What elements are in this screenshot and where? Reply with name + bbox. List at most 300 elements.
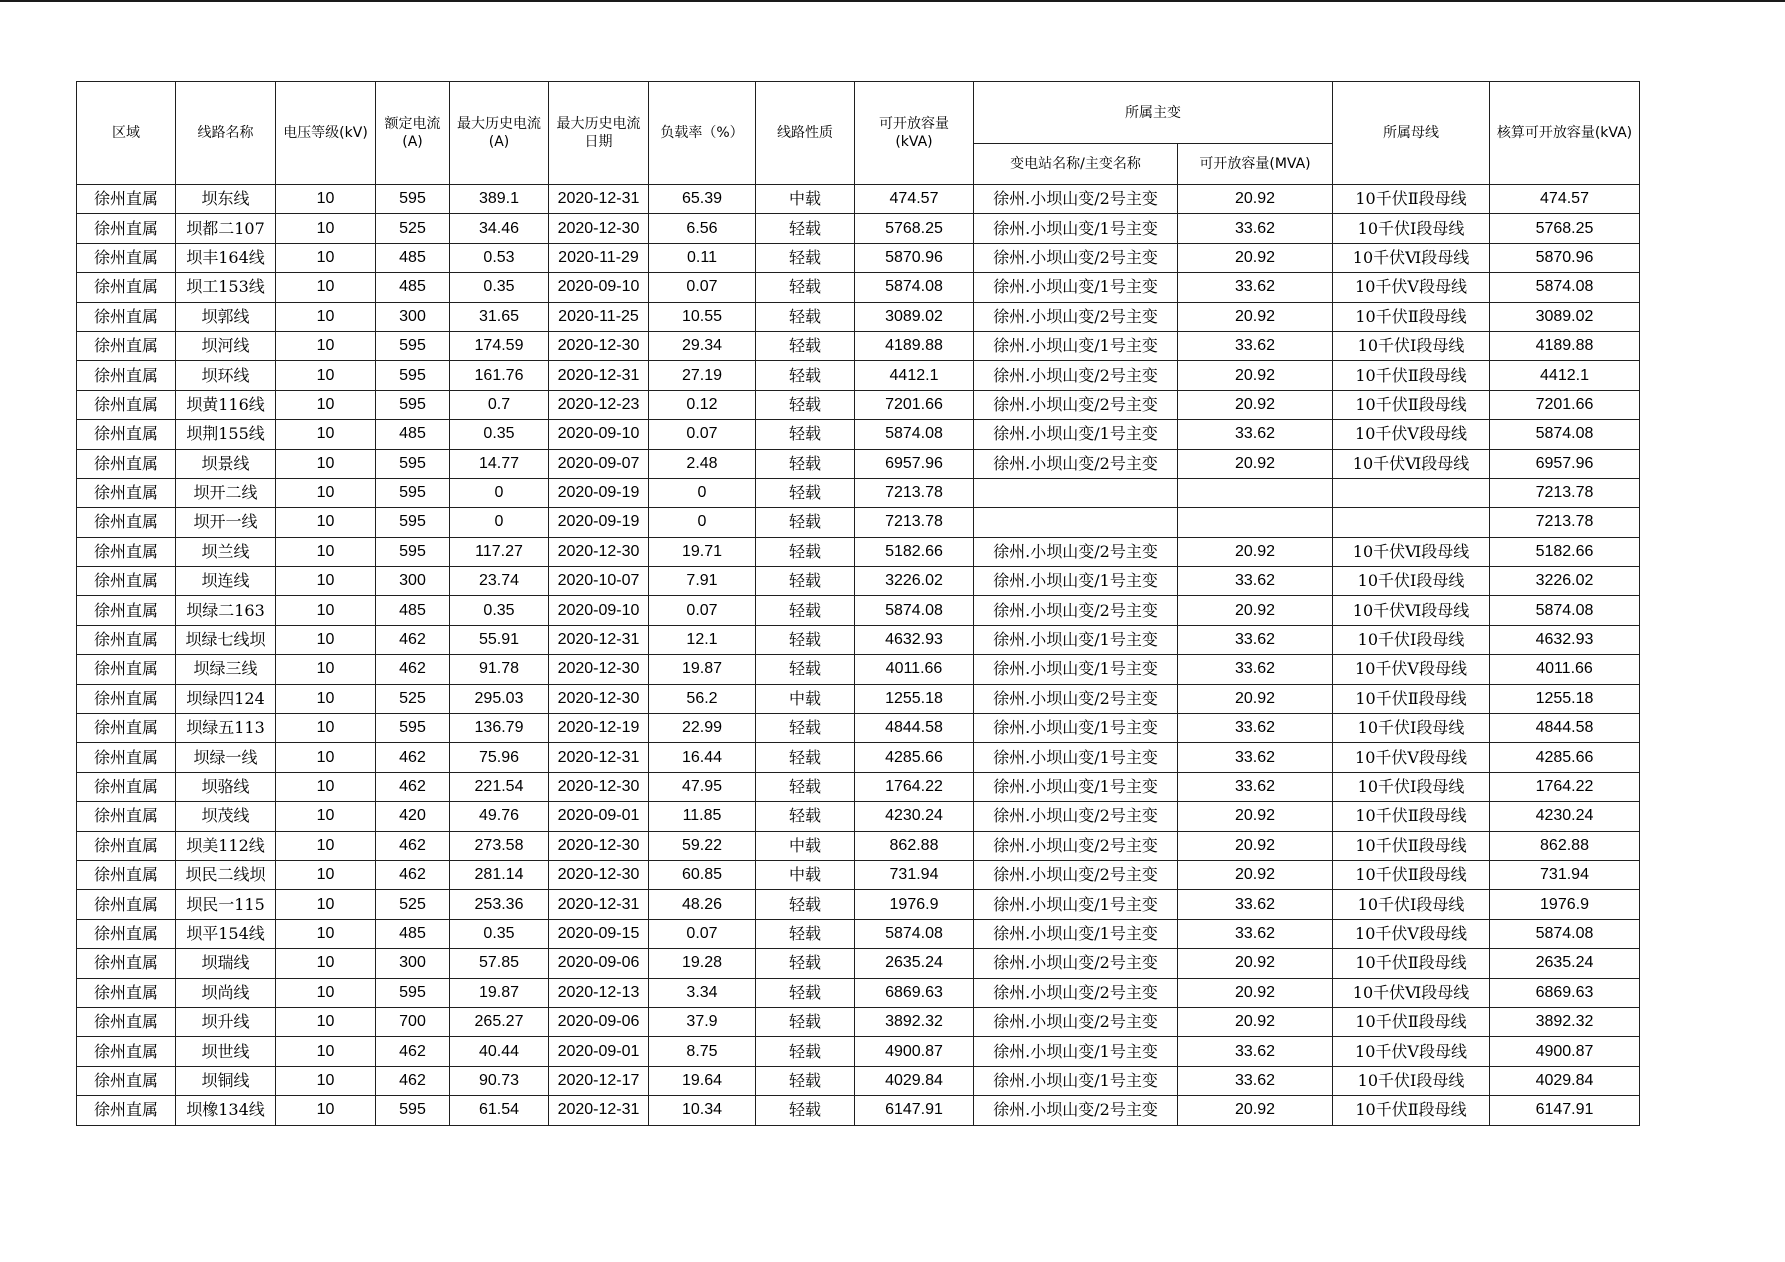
cell-open-capacity: 4632.93	[855, 625, 974, 654]
cell-line-nature: 轻载	[756, 508, 855, 537]
cell-rated-current: 595	[376, 361, 450, 390]
cell-busbar: 10千伏Ⅱ段母线	[1333, 684, 1490, 713]
cell-substation-name: 徐州.小坝山变/2号主变	[974, 802, 1178, 831]
cell-max-hist-current: 40.44	[450, 1037, 549, 1066]
cell-region: 徐州直属	[77, 978, 176, 1007]
cell-max-hist-date: 2020-12-13	[549, 978, 649, 1007]
cell-max-hist-date: 2020-12-30	[549, 331, 649, 360]
cell-region: 徐州直属	[77, 449, 176, 478]
cell-busbar: 10千伏Ⅵ段母线	[1333, 449, 1490, 478]
cell-region: 徐州直属	[77, 508, 176, 537]
cell-checked-capacity: 3089.02	[1490, 302, 1640, 331]
cell-checked-capacity: 7201.66	[1490, 390, 1640, 419]
cell-max-hist-current: 0.35	[450, 273, 549, 302]
cell-busbar: 10千伏Ⅰ段母线	[1333, 714, 1490, 743]
table-row	[77, 1096, 1640, 1125]
cell-open-capacity: 3226.02	[855, 567, 974, 596]
cell-line-nature: 轻载	[756, 331, 855, 360]
cell-max-hist-current: 31.65	[450, 302, 549, 331]
cell-max-hist-current: 161.76	[450, 361, 549, 390]
cell-load-rate: 0.12	[649, 390, 756, 419]
cell-line-nature: 轻载	[756, 567, 855, 596]
cell-rated-current: 300	[376, 949, 450, 978]
cell-line-name: 坝开一线	[176, 508, 276, 537]
cell-load-rate: 0.07	[649, 919, 756, 948]
cell-checked-capacity: 4029.84	[1490, 1066, 1640, 1095]
cell-busbar: 10千伏Ⅰ段母线	[1333, 331, 1490, 360]
cell-line-nature: 轻载	[756, 772, 855, 801]
cell-load-rate: 8.75	[649, 1037, 756, 1066]
cell-substation-name: 徐州.小坝山变/2号主变	[974, 978, 1178, 1007]
cell-max-hist-current: 23.74	[450, 567, 549, 596]
cell-open-capacity: 4285.66	[855, 743, 974, 772]
cell-busbar: 10千伏Ⅴ段母线	[1333, 420, 1490, 449]
cell-substation-name: 徐州.小坝山变/1号主变	[974, 567, 1178, 596]
cell-max-hist-date: 2020-10-07	[549, 567, 649, 596]
cell-line-name: 坝兰线	[176, 537, 276, 566]
table-row	[77, 449, 1640, 478]
cell-open-capacity: 4011.66	[855, 655, 974, 684]
cell-checked-capacity: 3892.32	[1490, 1007, 1640, 1036]
cell-checked-capacity: 1764.22	[1490, 772, 1640, 801]
cell-line-nature: 轻载	[756, 449, 855, 478]
header-load-rate: 负载率（%）	[649, 82, 756, 185]
cell-line-nature: 轻载	[756, 596, 855, 625]
cell-line-name: 坝绿五113	[176, 714, 276, 743]
cell-voltage: 10	[276, 214, 376, 243]
cell-open-capacity: 1976.9	[855, 890, 974, 919]
cell-transformer-open-capacity: 20.92	[1178, 185, 1333, 214]
cell-transformer-open-capacity: 33.62	[1178, 772, 1333, 801]
cell-max-hist-date: 2020-12-30	[549, 537, 649, 566]
cell-voltage: 10	[276, 714, 376, 743]
cell-max-hist-current: 0	[450, 478, 549, 507]
cell-max-hist-current: 221.54	[450, 772, 549, 801]
cell-region: 徐州直属	[77, 1066, 176, 1095]
cell-checked-capacity: 5874.08	[1490, 420, 1640, 449]
cell-load-rate: 3.34	[649, 978, 756, 1007]
cell-load-rate: 27.19	[649, 361, 756, 390]
cell-line-name: 坝丰164线	[176, 243, 276, 272]
cell-load-rate: 56.2	[649, 684, 756, 713]
header-line-name: 线路名称	[176, 82, 276, 185]
header-checked-capacity: 核算可开放容量(kVA)	[1490, 82, 1640, 185]
cell-rated-current: 595	[376, 537, 450, 566]
cell-transformer-open-capacity: 20.92	[1178, 978, 1333, 1007]
cell-busbar: 10千伏Ⅱ段母线	[1333, 802, 1490, 831]
cell-max-hist-date: 2020-09-01	[549, 802, 649, 831]
cell-line-nature: 轻载	[756, 890, 855, 919]
cell-busbar: 10千伏Ⅵ段母线	[1333, 537, 1490, 566]
table-row	[77, 537, 1640, 566]
cell-checked-capacity: 5874.08	[1490, 596, 1640, 625]
cell-transformer-open-capacity: 20.92	[1178, 1096, 1333, 1125]
table-row	[77, 243, 1640, 272]
cell-voltage: 10	[276, 625, 376, 654]
cell-busbar: 10千伏Ⅵ段母线	[1333, 978, 1490, 1007]
cell-transformer-open-capacity: 33.62	[1178, 655, 1333, 684]
cell-max-hist-date: 2020-12-31	[549, 361, 649, 390]
cell-max-hist-date: 2020-12-31	[549, 890, 649, 919]
cell-transformer-open-capacity: 20.92	[1178, 361, 1333, 390]
cell-substation-name: 徐州.小坝山变/1号主变	[974, 1037, 1178, 1066]
cell-max-hist-current: 75.96	[450, 743, 549, 772]
cell-line-nature: 轻载	[756, 1007, 855, 1036]
top-rule	[0, 0, 1785, 2]
cell-max-hist-date: 2020-09-01	[549, 1037, 649, 1066]
cell-max-hist-current: 389.1	[450, 185, 549, 214]
cell-checked-capacity: 6869.63	[1490, 978, 1640, 1007]
cell-checked-capacity: 1255.18	[1490, 684, 1640, 713]
cell-line-nature: 轻载	[756, 655, 855, 684]
cell-load-rate: 7.91	[649, 567, 756, 596]
cell-max-hist-date: 2020-12-30	[549, 860, 649, 889]
cell-line-nature: 轻载	[756, 625, 855, 654]
cell-rated-current: 595	[376, 449, 450, 478]
cell-load-rate: 59.22	[649, 831, 756, 860]
table-row	[77, 684, 1640, 713]
cell-substation-name	[974, 508, 1178, 537]
cell-rated-current: 462	[376, 1066, 450, 1095]
cell-max-hist-date: 2020-09-19	[549, 478, 649, 507]
cell-region: 徐州直属	[77, 1096, 176, 1125]
cell-substation-name: 徐州.小坝山变/1号主变	[974, 214, 1178, 243]
header-max-hist-current: 最大历史电流 (A)	[450, 82, 549, 185]
cell-max-hist-date: 2020-09-10	[549, 273, 649, 302]
cell-busbar: 10千伏Ⅰ段母线	[1333, 214, 1490, 243]
cell-region: 徐州直属	[77, 625, 176, 654]
cell-substation-name: 徐州.小坝山变/1号主变	[974, 714, 1178, 743]
cell-region: 徐州直属	[77, 478, 176, 507]
cell-transformer-open-capacity: 20.92	[1178, 1007, 1333, 1036]
cell-line-name: 坝连线	[176, 567, 276, 596]
cell-line-name: 坝平154线	[176, 919, 276, 948]
cell-checked-capacity: 862.88	[1490, 831, 1640, 860]
cell-rated-current: 595	[376, 508, 450, 537]
cell-region: 徐州直属	[77, 420, 176, 449]
cell-open-capacity: 5768.25	[855, 214, 974, 243]
table-row	[77, 1066, 1640, 1095]
cell-busbar: 10千伏Ⅱ段母线	[1333, 831, 1490, 860]
cell-region: 徐州直属	[77, 714, 176, 743]
cell-rated-current: 462	[376, 655, 450, 684]
cell-load-rate: 0.07	[649, 596, 756, 625]
cell-max-hist-date: 2020-12-30	[549, 214, 649, 243]
cell-transformer-open-capacity: 20.92	[1178, 684, 1333, 713]
cell-load-rate: 19.87	[649, 655, 756, 684]
cell-max-hist-date: 2020-12-19	[549, 714, 649, 743]
cell-max-hist-date: 2020-11-25	[549, 302, 649, 331]
cell-open-capacity: 4029.84	[855, 1066, 974, 1095]
cell-substation-name: 徐州.小坝山变/1号主变	[974, 625, 1178, 654]
cell-line-name: 坝都二107	[176, 214, 276, 243]
cell-busbar: 10千伏Ⅴ段母线	[1333, 1037, 1490, 1066]
table-row	[77, 625, 1640, 654]
cell-max-hist-current: 90.73	[450, 1066, 549, 1095]
cell-busbar	[1333, 478, 1490, 507]
cell-open-capacity: 5874.08	[855, 919, 974, 948]
cell-region: 徐州直属	[77, 361, 176, 390]
cell-busbar: 10千伏Ⅱ段母线	[1333, 1007, 1490, 1036]
cell-max-hist-current: 61.54	[450, 1096, 549, 1125]
cell-open-capacity: 7213.78	[855, 478, 974, 507]
cell-region: 徐州直属	[77, 243, 176, 272]
cell-open-capacity: 6957.96	[855, 449, 974, 478]
header-voltage: 电压等级(kV)	[276, 82, 376, 185]
cell-max-hist-date: 2020-09-10	[549, 596, 649, 625]
cell-line-nature: 轻载	[756, 214, 855, 243]
cell-open-capacity: 7213.78	[855, 508, 974, 537]
cell-line-name: 坝景线	[176, 449, 276, 478]
table-row	[77, 655, 1640, 684]
cell-load-rate: 12.1	[649, 625, 756, 654]
cell-line-name: 坝民二线坝	[176, 860, 276, 889]
cell-max-hist-current: 91.78	[450, 655, 549, 684]
cell-max-hist-date: 2020-09-07	[549, 449, 649, 478]
cell-max-hist-date: 2020-12-31	[549, 1096, 649, 1125]
cell-open-capacity: 6869.63	[855, 978, 974, 1007]
cell-voltage: 10	[276, 390, 376, 419]
cell-busbar: 10千伏Ⅱ段母线	[1333, 361, 1490, 390]
cell-transformer-open-capacity: 33.62	[1178, 919, 1333, 948]
cell-rated-current: 595	[376, 978, 450, 1007]
cell-region: 徐州直属	[77, 684, 176, 713]
cell-busbar: 10千伏Ⅱ段母线	[1333, 1096, 1490, 1125]
cell-voltage: 10	[276, 508, 376, 537]
cell-open-capacity: 4412.1	[855, 361, 974, 390]
cell-region: 徐州直属	[77, 949, 176, 978]
cell-rated-current: 462	[376, 772, 450, 801]
cell-max-hist-current: 0.35	[450, 420, 549, 449]
cell-open-capacity: 4844.58	[855, 714, 974, 743]
cell-max-hist-date: 2020-09-19	[549, 508, 649, 537]
table-row	[77, 390, 1640, 419]
cell-transformer-open-capacity	[1178, 508, 1333, 537]
cell-checked-capacity: 474.57	[1490, 185, 1640, 214]
table-row	[77, 331, 1640, 360]
cell-region: 徐州直属	[77, 214, 176, 243]
cell-load-rate: 10.34	[649, 1096, 756, 1125]
cell-transformer-open-capacity	[1178, 478, 1333, 507]
cell-load-rate: 19.71	[649, 537, 756, 566]
cell-line-name: 坝绿七线坝	[176, 625, 276, 654]
cell-load-rate: 22.99	[649, 714, 756, 743]
cell-rated-current: 595	[376, 1096, 450, 1125]
cell-transformer-open-capacity: 33.62	[1178, 890, 1333, 919]
cell-voltage: 10	[276, 919, 376, 948]
cell-open-capacity: 3892.32	[855, 1007, 974, 1036]
cell-checked-capacity: 2635.24	[1490, 949, 1640, 978]
cell-busbar	[1333, 508, 1490, 537]
table-row	[77, 890, 1640, 919]
cell-open-capacity: 3089.02	[855, 302, 974, 331]
cell-transformer-open-capacity: 20.92	[1178, 537, 1333, 566]
cell-line-nature: 轻载	[756, 1096, 855, 1125]
cell-rated-current: 462	[376, 625, 450, 654]
cell-line-name: 坝荆155线	[176, 420, 276, 449]
cell-line-name: 坝世线	[176, 1037, 276, 1066]
cell-checked-capacity: 5870.96	[1490, 243, 1640, 272]
table-row	[77, 860, 1640, 889]
cell-max-hist-date: 2020-12-23	[549, 390, 649, 419]
cell-rated-current: 525	[376, 684, 450, 713]
cell-load-rate: 0.07	[649, 420, 756, 449]
cell-rated-current: 300	[376, 302, 450, 331]
cell-line-nature: 轻载	[756, 802, 855, 831]
cell-line-name: 坝骆线	[176, 772, 276, 801]
cell-max-hist-date: 2020-09-15	[549, 919, 649, 948]
cell-line-name: 坝开二线	[176, 478, 276, 507]
header-transformer-open-capacity: 可开放容量(MVA)	[1178, 144, 1333, 185]
cell-max-hist-current: 19.87	[450, 978, 549, 1007]
cell-transformer-open-capacity: 20.92	[1178, 449, 1333, 478]
cell-load-rate: 16.44	[649, 743, 756, 772]
cell-region: 徐州直属	[77, 302, 176, 331]
cell-rated-current: 485	[376, 420, 450, 449]
cell-checked-capacity: 4632.93	[1490, 625, 1640, 654]
cell-voltage: 10	[276, 302, 376, 331]
cell-line-nature: 轻载	[756, 420, 855, 449]
cell-max-hist-current: 0	[450, 508, 549, 537]
cell-transformer-open-capacity: 20.92	[1178, 860, 1333, 889]
cell-max-hist-date: 2020-12-31	[549, 625, 649, 654]
table-row	[77, 478, 1640, 507]
cell-region: 徐州直属	[77, 567, 176, 596]
cell-voltage: 10	[276, 273, 376, 302]
cell-voltage: 10	[276, 1096, 376, 1125]
cell-rated-current: 300	[376, 567, 450, 596]
cell-max-hist-date: 2020-12-31	[549, 185, 649, 214]
cell-voltage: 10	[276, 743, 376, 772]
cell-busbar: 10千伏Ⅰ段母线	[1333, 890, 1490, 919]
cell-voltage: 10	[276, 1037, 376, 1066]
cell-line-name: 坝工153线	[176, 273, 276, 302]
cell-transformer-open-capacity: 33.62	[1178, 214, 1333, 243]
cell-max-hist-date: 2020-09-06	[549, 1007, 649, 1036]
cell-substation-name: 徐州.小坝山变/2号主变	[974, 243, 1178, 272]
table-row	[77, 596, 1640, 625]
cell-open-capacity: 4900.87	[855, 1037, 974, 1066]
cell-voltage: 10	[276, 684, 376, 713]
cell-max-hist-current: 117.27	[450, 537, 549, 566]
cell-transformer-open-capacity: 20.92	[1178, 596, 1333, 625]
cell-max-hist-date: 2020-12-31	[549, 743, 649, 772]
cell-open-capacity: 474.57	[855, 185, 974, 214]
table-row	[77, 273, 1640, 302]
table-row	[77, 1007, 1640, 1036]
cell-max-hist-date: 2020-09-06	[549, 949, 649, 978]
cell-voltage: 10	[276, 890, 376, 919]
cell-line-name: 坝橡134线	[176, 1096, 276, 1125]
capacity-table	[76, 81, 1640, 1126]
cell-line-nature: 轻载	[756, 714, 855, 743]
cell-line-name: 坝民一115	[176, 890, 276, 919]
cell-busbar: 10千伏Ⅰ段母线	[1333, 772, 1490, 801]
cell-checked-capacity: 5874.08	[1490, 919, 1640, 948]
cell-line-nature: 轻载	[756, 243, 855, 272]
cell-busbar: 10千伏Ⅰ段母线	[1333, 625, 1490, 654]
cell-substation-name: 徐州.小坝山变/2号主变	[974, 361, 1178, 390]
cell-rated-current: 525	[376, 890, 450, 919]
cell-line-name: 坝绿三线	[176, 655, 276, 684]
header-region: 区域	[77, 82, 176, 185]
cell-rated-current: 462	[376, 831, 450, 860]
cell-substation-name: 徐州.小坝山变/2号主变	[974, 860, 1178, 889]
header-busbar: 所属母线	[1333, 82, 1490, 185]
cell-max-hist-current: 57.85	[450, 949, 549, 978]
cell-load-rate: 19.64	[649, 1066, 756, 1095]
cell-substation-name: 徐州.小坝山变/1号主变	[974, 655, 1178, 684]
table-row	[77, 1037, 1640, 1066]
cell-substation-name: 徐州.小坝山变/1号主变	[974, 1066, 1178, 1095]
cell-line-name: 坝绿四124	[176, 684, 276, 713]
cell-rated-current: 595	[376, 185, 450, 214]
cell-max-hist-date: 2020-12-30	[549, 831, 649, 860]
cell-region: 徐州直属	[77, 390, 176, 419]
cell-max-hist-date: 2020-12-30	[549, 772, 649, 801]
cell-substation-name: 徐州.小坝山变/2号主变	[974, 596, 1178, 625]
cell-open-capacity: 2635.24	[855, 949, 974, 978]
cell-substation-name: 徐州.小坝山变/2号主变	[974, 684, 1178, 713]
cell-max-hist-current: 0.35	[450, 596, 549, 625]
cell-voltage: 10	[276, 537, 376, 566]
cell-busbar: 10千伏Ⅴ段母线	[1333, 655, 1490, 684]
cell-substation-name: 徐州.小坝山变/2号主变	[974, 449, 1178, 478]
cell-load-rate: 10.55	[649, 302, 756, 331]
cell-transformer-open-capacity: 20.92	[1178, 243, 1333, 272]
cell-voltage: 10	[276, 1066, 376, 1095]
table-row	[77, 978, 1640, 1007]
cell-line-nature: 轻载	[756, 537, 855, 566]
cell-line-name: 坝铜线	[176, 1066, 276, 1095]
cell-transformer-open-capacity: 33.62	[1178, 743, 1333, 772]
cell-line-nature: 轻载	[756, 478, 855, 507]
cell-max-hist-current: 49.76	[450, 802, 549, 831]
cell-line-name: 坝茂线	[176, 802, 276, 831]
cell-load-rate: 47.95	[649, 772, 756, 801]
table-row	[77, 361, 1640, 390]
cell-transformer-open-capacity: 33.62	[1178, 1037, 1333, 1066]
table-row	[77, 508, 1640, 537]
cell-transformer-open-capacity: 33.62	[1178, 714, 1333, 743]
cell-voltage: 10	[276, 361, 376, 390]
cell-load-rate: 60.85	[649, 860, 756, 889]
cell-line-name: 坝环线	[176, 361, 276, 390]
cell-max-hist-current: 136.79	[450, 714, 549, 743]
cell-checked-capacity: 4230.24	[1490, 802, 1640, 831]
cell-line-name: 坝绿一线	[176, 743, 276, 772]
cell-load-rate: 65.39	[649, 185, 756, 214]
cell-region: 徐州直属	[77, 743, 176, 772]
cell-line-name: 坝黄116线	[176, 390, 276, 419]
cell-rated-current: 595	[376, 390, 450, 419]
cell-busbar: 10千伏Ⅵ段母线	[1333, 596, 1490, 625]
cell-voltage: 10	[276, 860, 376, 889]
cell-transformer-open-capacity: 20.92	[1178, 302, 1333, 331]
cell-open-capacity: 862.88	[855, 831, 974, 860]
cell-line-nature: 中载	[756, 831, 855, 860]
cell-substation-name: 徐州.小坝山变/1号主变	[974, 420, 1178, 449]
table-row	[77, 302, 1640, 331]
cell-line-nature: 轻载	[756, 949, 855, 978]
cell-checked-capacity: 4189.88	[1490, 331, 1640, 360]
cell-max-hist-date: 2020-11-29	[549, 243, 649, 272]
cell-substation-name: 徐州.小坝山变/2号主变	[974, 185, 1178, 214]
cell-open-capacity: 6147.91	[855, 1096, 974, 1125]
table-row	[77, 714, 1640, 743]
cell-line-nature: 轻载	[756, 1037, 855, 1066]
cell-region: 徐州直属	[77, 919, 176, 948]
